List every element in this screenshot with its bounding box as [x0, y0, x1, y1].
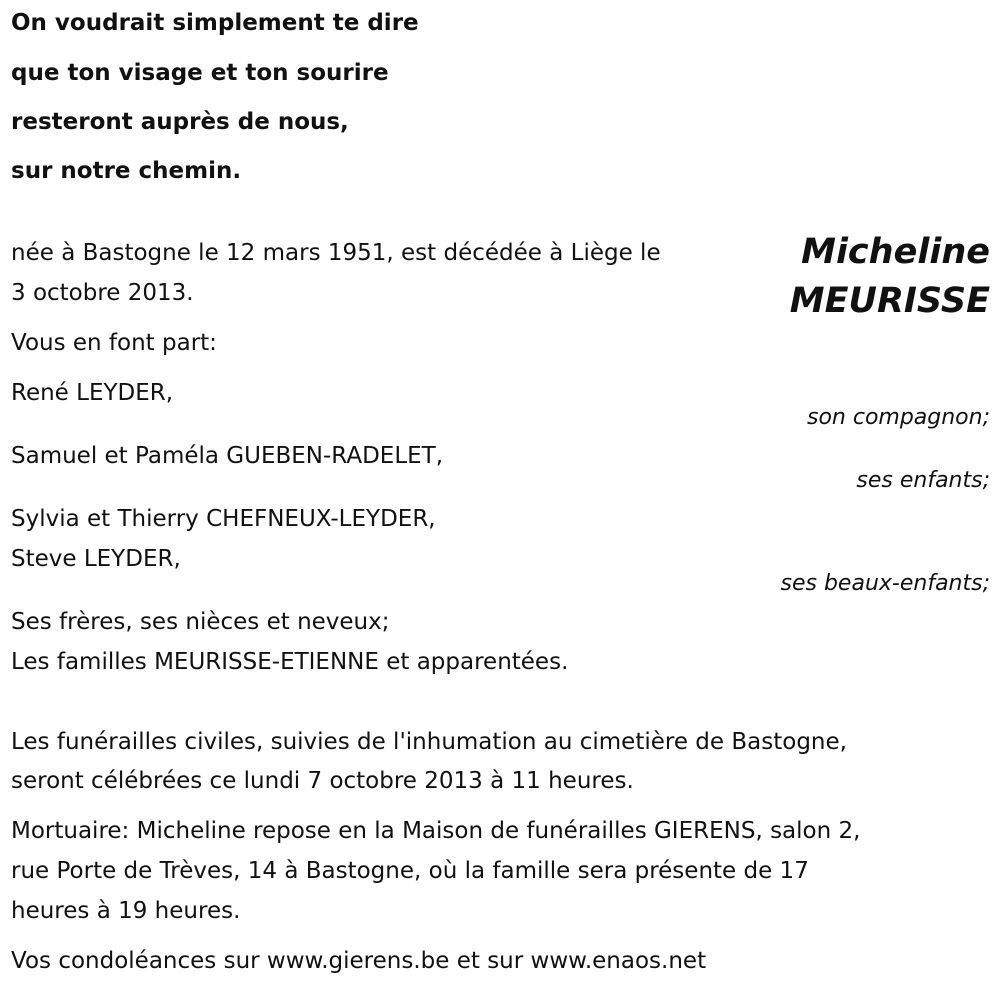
- mortuary-line-1: Mortuaire: Micheline repose en la Maison de funérailles GIERENS, salon 2,: [11, 818, 861, 844]
- mortuary-line-2: rue Porte de Trèves, 14 à Bastogne, où la famille sera présente de 17: [11, 858, 809, 884]
- companion-name: René LEYDER,: [11, 380, 174, 406]
- mortuary-line-3: heures à 19 heures.: [11, 898, 241, 924]
- poem-line-3: resteront auprès de nous,: [11, 109, 349, 135]
- deceased-first-name: Micheline: [801, 232, 990, 272]
- birth-death-line-1: née à Bastogne le 12 mars 1951, est décédée à Liège le: [11, 240, 661, 266]
- companion-relation: son compagnon;: [806, 405, 990, 430]
- birth-death-line-2: 3 octobre 2013.: [11, 280, 194, 306]
- poem-line-2: que ton visage et ton sourire: [11, 60, 389, 86]
- poem-line-4: sur notre chemin.: [11, 158, 242, 184]
- stepchildren-relation: ses beaux-enfants;: [780, 571, 990, 596]
- poem-line-1: On voudrait simplement te dire: [11, 10, 419, 36]
- children-relation: ses enfants;: [856, 468, 990, 493]
- stepchildren-name-2: Steve LEYDER,: [11, 546, 181, 572]
- funeral-line-1: Les funérailles civiles, suivies de l'inhumation au cimetière de Bastogne,: [11, 729, 847, 755]
- deceased-last-name: MEURISSE: [789, 281, 990, 321]
- condolences-line: Vos condoléances sur www.gierens.be et sur www.enaos.net: [11, 948, 707, 974]
- children-name: Samuel et Paméla GUEBEN-RADELET,: [11, 443, 444, 469]
- funeral-line-2: seront célébrées ce lundi 7 octobre 2013 à 11 heures.: [11, 768, 634, 794]
- siblings-line: Ses frères, ses nièces et neveux;: [11, 609, 390, 635]
- stepchildren-name-1: Sylvia et Thierry CHEFNEUX-LEYDER,: [11, 506, 436, 532]
- families-line: Les familles MEURISSE-ETIENNE et apparentées.: [11, 649, 569, 675]
- announcement-intro: Vous en font part:: [11, 330, 217, 356]
